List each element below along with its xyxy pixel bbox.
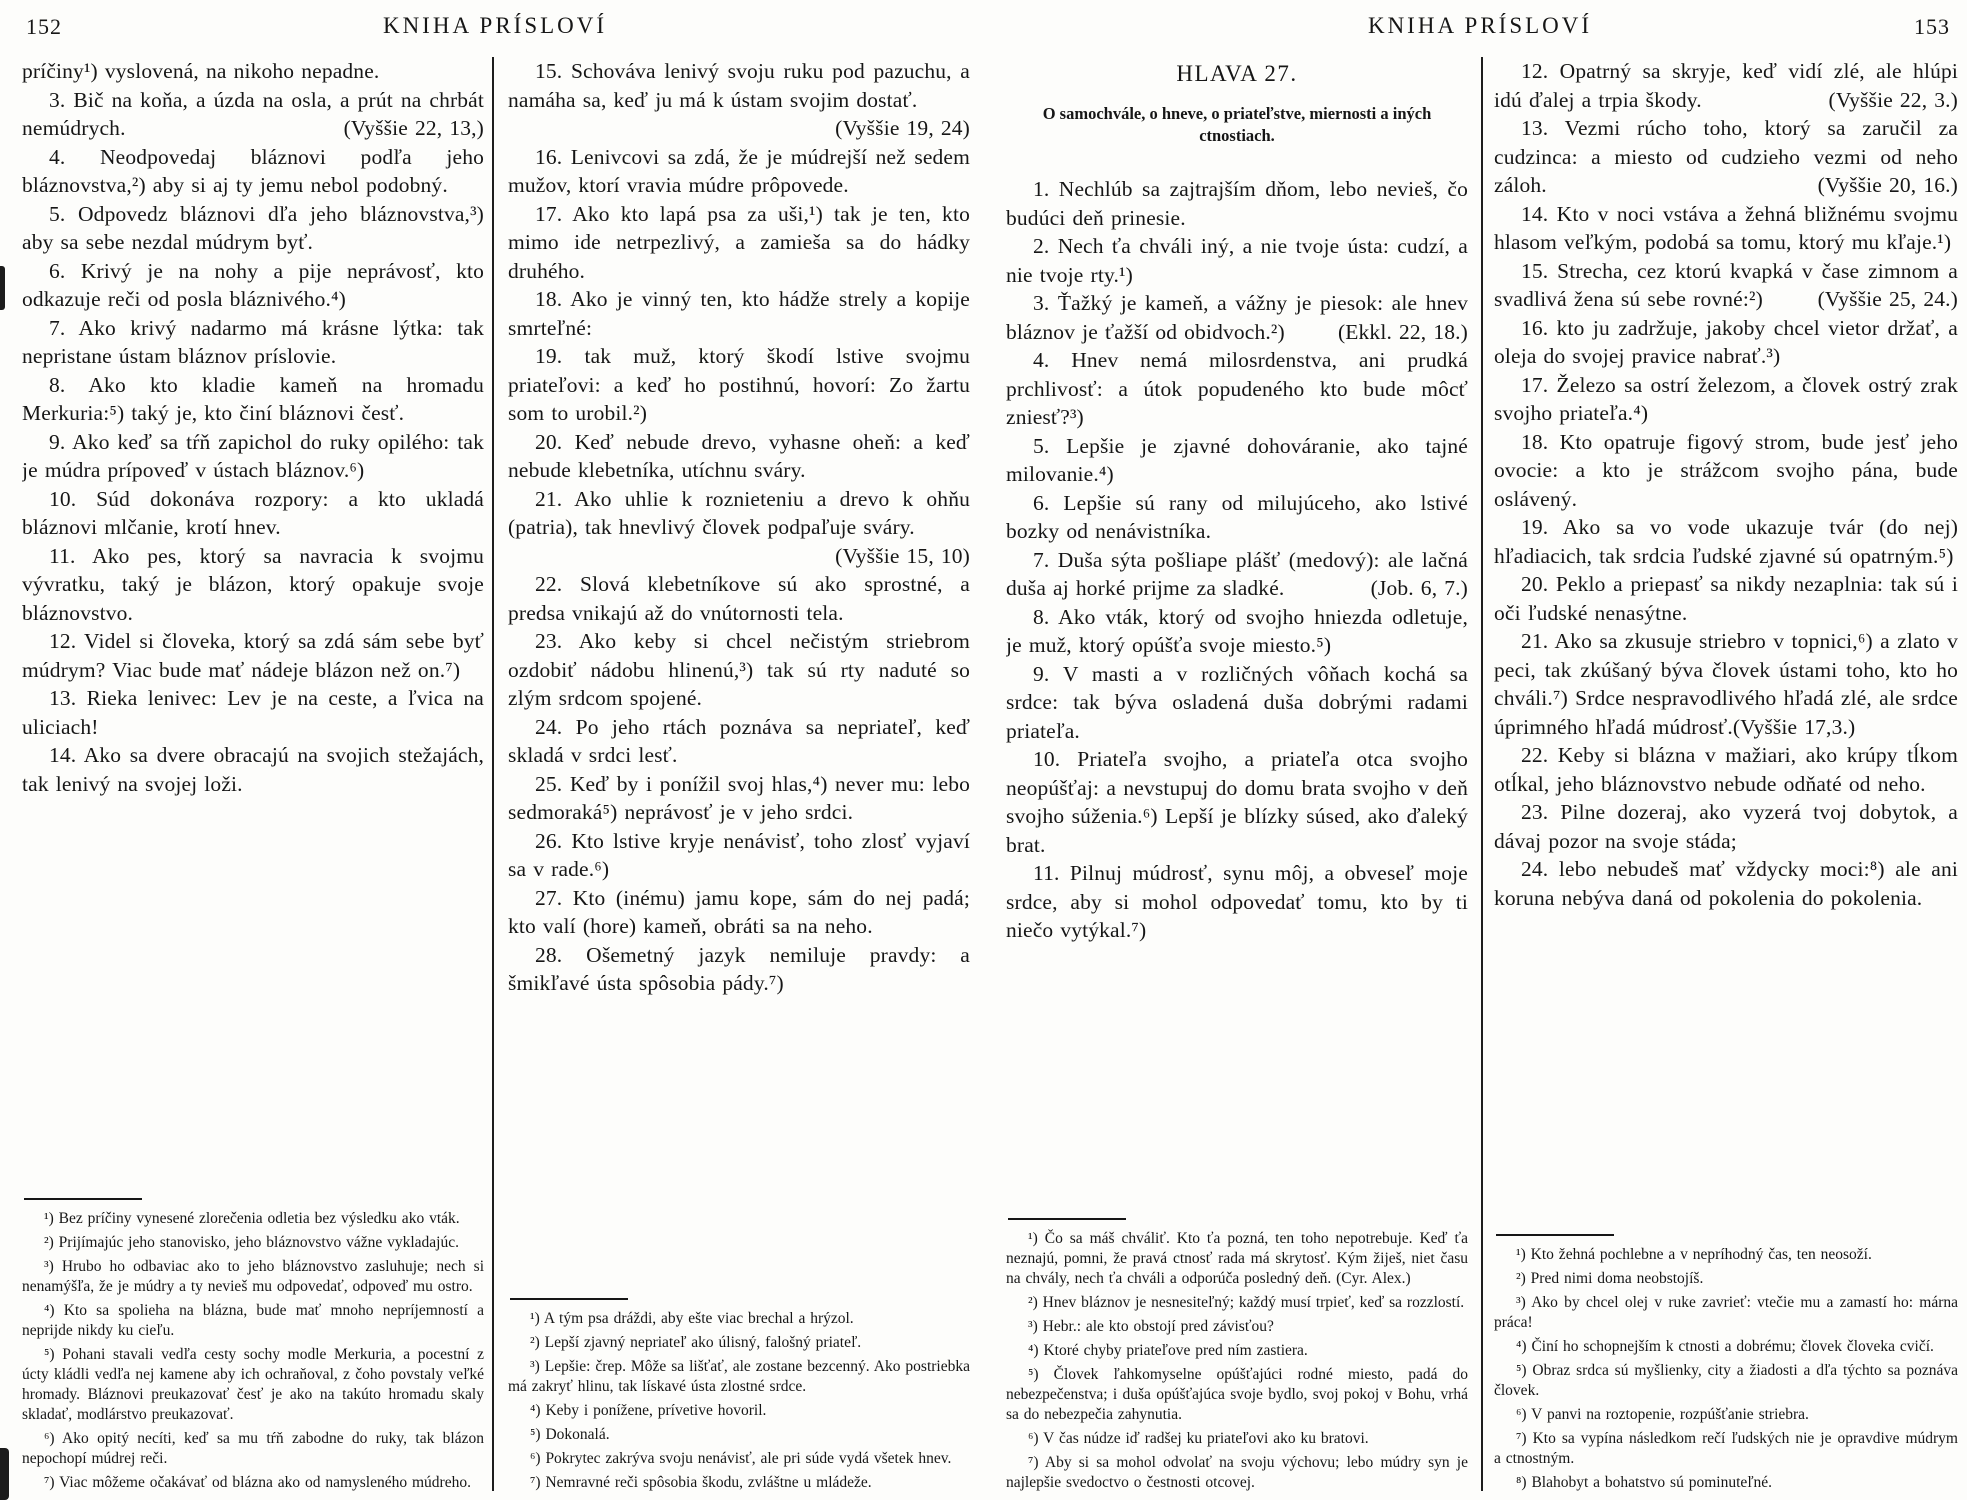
verse (22, 684, 484, 741)
verse (1494, 741, 1958, 798)
verse (1494, 855, 1958, 912)
verse (1006, 546, 1468, 603)
verse-text: 16. Lenivcovi sa zdá, že je múdrejší než sedem mužov, ktorí vravia múdre prôpovede. (508, 144, 970, 197)
column-divider-right-page (1481, 57, 1483, 1491)
verse (508, 200, 970, 286)
footnote-divider (1008, 1218, 1126, 1220)
page-number-right: 153 (1914, 14, 1950, 39)
verse (1494, 371, 1958, 428)
verse-text: 18. Kto opatruje figový strom, bude jesť jeho ovocie: a kto je strážcom svojho pána, bude oslávený. (1494, 429, 1958, 511)
cross-reference: (Vyššie 22, 3.) (1828, 87, 1958, 112)
footnote: ⁷) Nemravné reči spôsobia škodu, zvláštne u mládeže. (530, 1474, 872, 1491)
cross-reference: (Vyššie 15, 10) (835, 543, 970, 568)
verse-text: 19. Ako sa vo vode ukazuje tvár (do nej) hľadiacich, tak srdcia ľudské zjavné sú opatrným.⁵) (1494, 515, 1958, 568)
footnote: ³) Hrubo ho odbaviac ako to jeho bláznovstvo zasluhuje; nech si nenamýšľa, že je múdry a ty nevieš mu odpovedať, odpoveď mu ostro. (22, 1258, 484, 1295)
verse-text: 5. Odpovedz bláznovi dľa jeho bláznovstva,³) aby sa sebe nezdal múdrym byť. (22, 201, 484, 254)
verse (1006, 232, 1468, 289)
footnote-divider (1496, 1234, 1614, 1236)
verse (1494, 428, 1958, 514)
verse (508, 713, 970, 770)
page-number-left: 152 (26, 14, 62, 39)
verse (22, 371, 484, 428)
verse (508, 884, 970, 941)
verse (22, 314, 484, 371)
footnote: ⁷) Aby si sa mohol odvolať na svoju výchovu; lebo múdry syn je najlepšie svedoctvo o čestnosti otcovej. (1006, 1454, 1468, 1491)
footnote: ⁴) Činí ho schopnejším k ctnosti a dobrému; človek človeka cvičí. (1516, 1338, 1934, 1355)
verse (22, 627, 484, 684)
verse-text: 22. Keby si blázna v mažiari, ako krúpy tĺkom otĺkal, jeho bláznovstvo nebude odňaté od neho. (1494, 743, 1958, 796)
cross-reference: (Vyššie 25, 24.) (1817, 287, 1958, 311)
verse (508, 285, 970, 342)
verse (1494, 257, 1958, 314)
verse-list (508, 57, 970, 998)
verse (508, 770, 970, 827)
verse-text: 8. Ako kto kladie kameň na hromadu Merkuria:⁵) taký je, kto činí bláznovi česť. (22, 372, 484, 425)
verse (22, 143, 484, 200)
verse-text: 16. kto ju zadržuje, jakoby chcel vietor držať, a oleja do svojej pravice nabrať.³) (1494, 315, 1958, 368)
verse (1006, 489, 1468, 546)
verse-text: 15. Schováva lenivý svoju ruku pod pazuchu, a namáha sa, keď ju má k ústam svojim dostať. (508, 59, 970, 112)
verse-text: 21. Ako uhlie k roznieteniu a drevo k ohňu (patria), tak hnevlivý človek podpaľuje sváry. (508, 486, 970, 539)
verse-text: 13. Rieka lenivec: Lev je na ceste, a ľvica na uliciach! (22, 686, 484, 739)
footnote: ⁵) Dokonalá. (530, 1426, 610, 1443)
footnote: ⁴) Kto sa spolieha na blázna, bude mať mnoho nepríjemností a neprijde nikdy ku cieľu. (22, 1302, 484, 1339)
verse (1494, 200, 1958, 257)
cross-reference: (Vyššie 19, 24) (835, 116, 970, 140)
verse-text: 22. Slová klebetníkove sú ako sprostné, a predsa vnikajú až do vnútornosti tela. (508, 572, 970, 625)
verse-text: príčiny¹) vyslovená, na nikoho nepadne. (22, 59, 380, 83)
verse (508, 57, 970, 140)
verse-list (22, 57, 484, 798)
verse (1006, 175, 1468, 232)
footnote: ⁶) Pokrytec zakrýva svoju nenávisť, ale pri súde vydá všetek hnev. (530, 1450, 952, 1467)
verse-text: 14. Ako sa dvere obracajú na svojich stežajách, tak lenivý na svojej loži. (22, 743, 484, 796)
verse-text: 1. Nechlúb sa zajtrajším dňom, lebo nevieš, čo budúci deň prinesie. (1006, 177, 1468, 230)
verse (22, 485, 484, 542)
verse (1006, 346, 1468, 432)
text-column-153-left (1006, 57, 1468, 1493)
verse-text: 12. Videl si človeka, ktorý sa zdá sám sebe byť múdrym? Viac bude mať nádeje blázon než on.⁷) (22, 629, 484, 682)
verse (1494, 798, 1958, 855)
footnote: ¹) Bez príčiny vynesené zlorečenia odletia bez výsledku ako vták. (44, 1210, 460, 1227)
verse (22, 200, 484, 257)
footnote: ²) Pred nimi doma neobstojíš. (1516, 1270, 1704, 1287)
footnotes-section (1494, 1224, 1958, 1493)
verse-text: 20. Keď nebude drevo, vyhasne oheň: a keď nebude klebetníka, utíchnu sváry. (508, 429, 970, 482)
footnote-divider (24, 1198, 142, 1200)
verse (22, 542, 484, 628)
text-column-153-right (1494, 57, 1958, 1493)
footnote: ⁷) Viac môžeme očakávať od blázna ako od namysleného múdreho. (44, 1474, 471, 1491)
verse (508, 941, 970, 998)
footnote: ⁸) Blahobyt a bohatstvo sú pominuteľné. (1516, 1474, 1773, 1491)
verse-text: 10. Priateľa svojho, a priateľa otca svojho neopúšťaj: a nevstupuj do domu brata svojho v deň svojho súženia.⁶) Lepší je blízky súsed, ako ďaleký brat. (1006, 747, 1468, 857)
verse (1006, 745, 1468, 859)
verse (1494, 57, 1958, 114)
footnote: ⁷) Kto sa vypína následkom rečí ľudských nie je opravdive múdrym a ctnostným. (1494, 1430, 1958, 1467)
cross-reference: (Ekkl. 22, 18.) (1337, 319, 1468, 344)
footnote: ²) Hnev bláznov je nesnesiteľný; každý musí trpieť, keď sa rozzlostí. (1028, 1294, 1465, 1311)
verse-text: 24. lebo nebudeš mať vždycky moci:⁸) ale ani koruna nebýva daná od pokolenia do pokolenia. (1494, 857, 1958, 910)
verse-text: 3. Bič na koňa, a úzda na osla, a prút na chrbát nemúdrych. (22, 87, 484, 140)
verse (1494, 570, 1958, 627)
verse-list (1006, 175, 1468, 945)
verse (508, 428, 970, 485)
text-column-152-left (22, 57, 484, 1493)
verse (22, 86, 484, 143)
verse-text: 9. Ako keď sa tŕň zapichol do ruky opilého: tak je múdra prípoveď v ústach bláznov.⁶) (22, 429, 484, 482)
footnote: ⁶) V čas núdze iď radšej ku priateľovi ako ku bratovi. (1028, 1430, 1369, 1447)
verse (508, 627, 970, 713)
footnotes-section (1006, 1208, 1468, 1493)
verse-text: 17. Ako kto lapá psa za uši,¹) tak je ten, kto mimo ide netrpezlivý, a zamieša sa do hádky druhého. (508, 201, 970, 283)
verse-text: 12. Opatrný sa skryje, keď vidí zlé, ale hlúpi idú ďalej a trpia škody. (1494, 59, 1958, 112)
cross-reference: (Job. 6, 7.) (1370, 576, 1468, 600)
chapter-header (1006, 59, 1468, 165)
footnote: ⁶) V panvi na roztopenie, rozpúšťanie striebra. (1516, 1406, 1809, 1423)
verse-text: 10. Súd dokonáva rozpory: a kto ukladá bláznovi mlčanie, krotí hnev. (22, 486, 484, 539)
verse-text: 4. Hnev nemá milosrdenstva, ani prudká prchlivosť: a útok popudeného kto bude môcť zniesť?³) (1006, 348, 1468, 429)
footnote: ²) Prijímajúc jeho stanovisko, jeho bláznovstvo vážne vykladajúc. (44, 1234, 459, 1251)
verse-text: 23. Pilne dozeraj, ako vyzerá tvoj dobytok, a dávaj pozor na svoje stáda; (1494, 800, 1958, 853)
chapter-subtitle: O samochvále, o hneve, o priateľstve, miernosti a iných ctnostiach. (1042, 104, 1432, 145)
footnotes-section (508, 1288, 970, 1493)
verse (508, 485, 970, 568)
chapter-heading: HLAVA 27. (1176, 61, 1298, 86)
footnote: ⁵) Človek ľahkomyselne opúšťajúci rodné miesto, padá do nebezpečenstva; i duša opúšťajúca svoje bydlo, svoj pokoj v Bohu, vrhá sa do nebezpečia zahynutia. (1006, 1366, 1468, 1423)
verse-text: 17. Železo sa ostrí železom, a človek ostrý zrak svojho priateľa.⁴) (1494, 372, 1958, 425)
cross-reference: (Vyššie 22, 13,) (343, 116, 484, 140)
footnote-list (1006, 1229, 1468, 1493)
scan-artifact (0, 1448, 9, 1500)
verse-text: 20. Peklo a priepasť sa nikdy nezaplnia: tak sú i oči ľudské nenasýtne. (1494, 572, 1958, 625)
verse (22, 57, 484, 86)
scan-artifact (0, 266, 5, 310)
verse (22, 257, 484, 314)
verse-text: 13. Vezmi rúcho toho, ktorý sa zaručil za cudzinca: a miesto od cudzieho vezmi od neho záloh. (1494, 116, 1958, 197)
verse-text: 2. Nech ťa chváli iný, a nie tvoje ústa: cudzí, a nie tvoje rty.¹) (1006, 234, 1468, 287)
verse (1006, 859, 1468, 945)
verse-list (1494, 57, 1958, 912)
verse-text: 21. Ako sa zkusuje striebro v topnici,⁶) a zlato v peci, tak zkúšaný býva človek ústami toho, kto ho chváli.⁷) Srdce nespravodlivého hľadá zlé, ale srdce úprimného hľadá múdrosť.(Vyššie 17,3.) (1494, 629, 1958, 739)
verse-text: 6. Lepšie sú rany od milujúceho, ako lstivé bozky od nenávistníka. (1006, 490, 1468, 543)
verse-text: 26. Kto lstive kryje nenávisť, toho zlosť vyjaví sa v rade.⁶) (508, 828, 970, 881)
verse-text: 9. V masti a v rozličných vôňach kochá sa srdce: tak býva osladená duša dobrými radami priateľa. (1006, 661, 1468, 743)
verse-text: 7. Ako krivý nadarmo má krásne lýtka: tak nepristane ústam bláznov príslovie. (22, 315, 484, 368)
verse (1494, 627, 1958, 741)
footnote: ²) Lepší zjavný nepriateľ ako úlisný, falošný priateľ. (530, 1334, 862, 1351)
footnote: ¹) Čo sa máš chváliť. Kto ťa pozná, ten toho nepotrebuje. Keď ťa neznajú, pomni, že pravá ctnosť rada má skrytosť. Kým žiješ, niet času na chvály, nech ťa chváli a odporúča posledný deň. (Cyr. Alex.) (1006, 1230, 1468, 1287)
footnotes-section (22, 1188, 484, 1493)
verse (508, 570, 970, 627)
verse-text: 25. Keď by i ponížil svoj hlas,⁴) never mu: lebo sedmoraká⁵) neprávosť je v jeho srdci. (508, 771, 970, 824)
column-divider-left-page (492, 57, 494, 1491)
footnote: ³) Ako by chcel olej v ruke zavrieť: vtečie mu a zamastí ho: márna práca! (1494, 1294, 1958, 1331)
verse (1006, 289, 1468, 346)
footnote: ⁶) Ako opitý necíti, keď sa mu tŕň zabodne do ruky, tak blázon nepochopí múdrej reči. (22, 1430, 484, 1467)
verse-text: 27. Kto (inému) jamu kope, sám do nej padá; kto valí (hore) kameň, obráti sa na neho. (508, 885, 970, 938)
running-title-left: KNIHA PRÍSLOVÍ (382, 13, 608, 38)
verse (508, 342, 970, 428)
footnote-list (22, 1209, 484, 1493)
verse (22, 741, 484, 798)
footnote: ³) Hebr.: ale kto obstojí pred závisťou? (1028, 1318, 1274, 1335)
verse-text: 18. Ako je vinný ten, kto hádže strely a kopije smrteľné: (508, 287, 970, 340)
footnote-list (1494, 1245, 1958, 1493)
verse (22, 428, 484, 485)
verse-text: 4. Neodpovedaj bláznovi podľa jeho bláznovstva,²) aby si aj ty jemu nebol podobný. (22, 144, 484, 197)
verse (1006, 432, 1468, 489)
verse-text: 11. Pilnuj múdrosť, synu môj, a obveseľ moje srdce, aby si mohol odpovedať tomu, kto by ti niečo vytýkal.⁷) (1006, 861, 1468, 942)
verse-text: 15. Strecha, cez ktorú kvapká v čase zimnom a svadlivá žena sú sebe rovné:²) (1494, 258, 1958, 311)
footnote: ¹) Kto žehná pochlebne a v nepríhodný čas, ten neosoží. (1516, 1246, 1872, 1263)
verse-text: 3. Ťažký je kameň, a vážny je piesok: ale hnev bláznov je ťažší od obidvoch.²) (1006, 291, 1468, 344)
verse-text: 5. Lepšie je zjavné dohováranie, ako tajné milovanie.⁴) (1006, 433, 1468, 486)
footnote: ⁴) Ktoré chyby priateľove pred ním zastiera. (1028, 1342, 1308, 1359)
footnote: ³) Lepšie: črep. Môže sa lišťať, ale zostane bezcenný. Ako postriebka má zakryť hlinu, tak lískavé ústa zlostné srdce. (508, 1358, 970, 1395)
text-column-152-right (508, 57, 970, 1493)
verse-text: 28. Ošemetný jazyk nemiluje pravdy: a šmikľavé ústa spôsobia pády.⁷) (508, 942, 970, 995)
verse-text: 11. Ako pes, ktorý sa navracia k svojmu vývratku, taký je blázon, ktorý opakuje svoje bláznovstvo. (22, 543, 484, 625)
cross-reference: (Vyššie 20, 16.) (1817, 173, 1958, 197)
running-title-right: KNIHA PRÍSLOVÍ (1367, 13, 1593, 38)
footnote: ⁵) Obraz srdca sú myšlienky, city a žiadosti a dľa týchto sa poznáva človek. (1494, 1362, 1958, 1399)
footnote-list (508, 1309, 970, 1493)
verse-text: 14. Kto v noci vstáva a žehná bližnému svojmu hlasom veľkým, podobá sa tomu, ktorý mu kľaje.¹) (1494, 201, 1958, 254)
verse (1494, 314, 1958, 371)
footnote-divider (510, 1298, 628, 1300)
verse (508, 827, 970, 884)
verse-text: 23. Ako keby si chcel nečistým striebrom ozdobiť nádobu hlinenú,³) tak sú rty naduté so zlým srdcom spojené. (508, 629, 970, 710)
verse (1494, 114, 1958, 200)
verse-text: 6. Krivý je na nohy a pije neprávosť, kto odkazuje reči od posla bláznivého.⁴) (22, 258, 484, 311)
verse-text: 19. tak muž, ktorý škodí lstive svojmu priateľovi: a keď ho postihnú, hovorí: Zo žartu som to urobil.²) (508, 344, 970, 425)
footnote: ¹) A tým psa dráždi, aby ešte viac brechal a hrýzol. (530, 1310, 854, 1327)
footnote: ⁵) Pohani stavali vedľa cesty sochy modle Merkuria, a pocestní z úcty kládli vedľa nej kamene aby ich ochraňoval, z čoho povstaly veľké hromady. Bláznovi preukazovať česť je ako na takúto hromadu skaly skladať, modlárstvo preukazovať. (22, 1346, 484, 1423)
footnote: ⁴) Keby i ponížene, prívetive hovoril. (530, 1402, 767, 1419)
verse (508, 143, 970, 200)
verse-text: 8. Ako vták, ktorý od svojho hniezda odletuje, je muž, ktorý opúšťa svoje miesto.⁵) (1006, 604, 1468, 657)
verse (1006, 660, 1468, 746)
verse-text: 24. Po jeho rtách poznáva sa nepriateľ, keď skladá v srdci lesť. (508, 714, 970, 767)
verse (1006, 603, 1468, 660)
verse (1494, 513, 1958, 570)
verse-text: 7. Duša sýta pošliape plášť (medový): ale lačná duša aj horké prijme za sladké. (1006, 547, 1468, 600)
